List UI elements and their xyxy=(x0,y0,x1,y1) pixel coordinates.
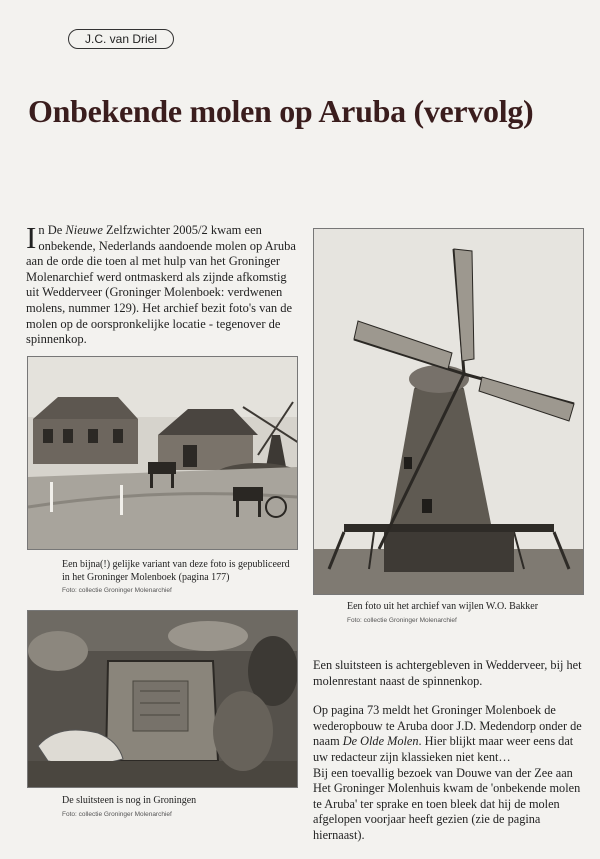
intro-text-after: Zelfzwichter 2005/2 kwam een onbekende, Nederlands aandoende molen op Aruba aan de orde die toen al met hulp van het Groninger Molenarchief werd ontmaskerd als zijnde afkomstig uit Wedderveer (Groninger Molenboek: verdwenen molens, nummer 129). Het archief bezit foto's van de molen op de oorspronkelijke locatie - tegenover de spinnenkop. xyxy=(26,223,296,347)
intro-text-before: n De xyxy=(38,223,66,237)
photo2-caption-block xyxy=(347,601,582,625)
body-paragraph-3: Bij een toevallig bezoek van Douwe van der Zee aan Het Groninger Molenhuis kwam de 'onbekende molen te Aruba' ter sprake en toen bleek dat hij de molen afgelopen voorjaar heeft gezien (zie de pagina hiernaast). xyxy=(313,765,581,842)
author-tag: J.C. van Driel xyxy=(68,29,174,49)
body-p2-italic: De Olde Molen xyxy=(342,734,419,749)
photo1-caption-block xyxy=(62,559,290,595)
photo3-caption: De sluitsteen is nog in Groningen xyxy=(62,795,197,806)
body-p2-before: Op pagina 73 meldt het Groninger Molenboek de wederopbouw te Aruba door J.D. Medendorp onder de naam xyxy=(313,703,582,749)
body-p2-after: . Hier blijkt maar weer eens dat uw redacteur zijn klassieken niet kent… xyxy=(313,734,574,764)
photo-windmill xyxy=(313,228,584,595)
photo-village-street xyxy=(27,356,298,550)
photo2-credit: Foto: collectie Groninger Molenarchief xyxy=(347,616,457,624)
photo1-caption: Een bijna(!) gelijke variant van deze foto is gepubliceerd in het Groninger Molenboek (pagina 177) xyxy=(62,559,290,583)
drop-cap: I xyxy=(26,220,37,255)
photo2-caption: Een foto uit het archief van wijlen W.O. Bakker xyxy=(347,601,539,612)
body-paragraph-1: Een sluitsteen is achtergebleven in Wedderveer, bij het molenrestant naast de spinnenkop. xyxy=(313,658,582,688)
photo1-credit: Foto: collectie Groninger Molenarchief xyxy=(62,587,172,594)
intro-paragraph xyxy=(26,220,296,348)
article-title: Onbekende molen op Aruba (vervolg) xyxy=(28,93,534,129)
photo3-credit: Foto: collectie Groninger Molenarchief xyxy=(62,810,172,818)
photo-keystone xyxy=(27,610,298,788)
intro-text-italic: Nieuwe xyxy=(65,223,103,237)
photo3-caption-block xyxy=(62,795,290,819)
body-text xyxy=(313,658,583,844)
body-paragraph-2 xyxy=(313,703,583,765)
